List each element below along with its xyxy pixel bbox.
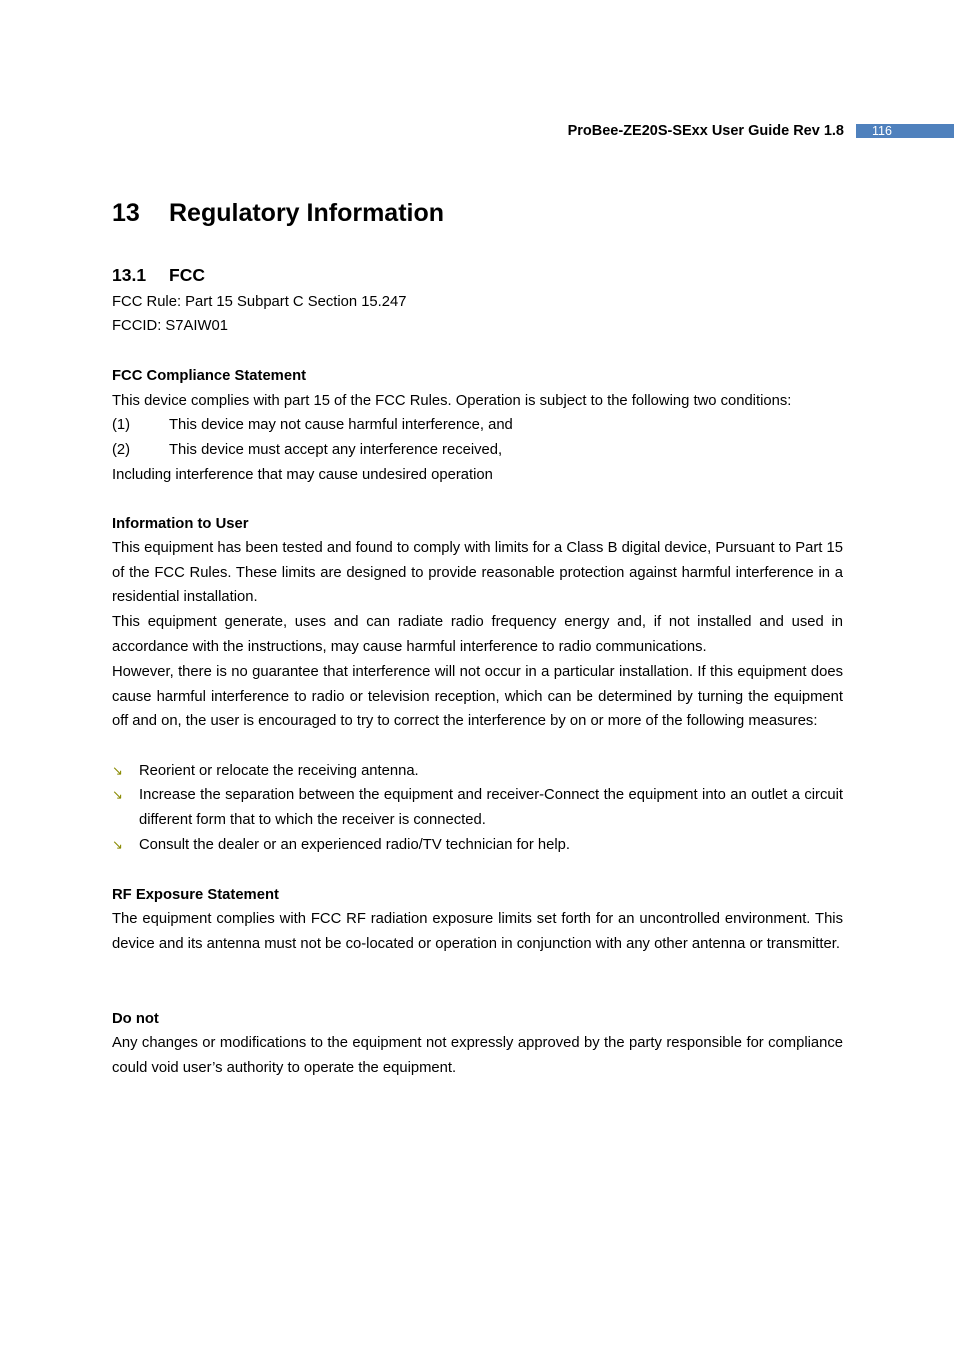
condition-number: (1) bbox=[112, 417, 131, 433]
condition-text: This device may not cause harmful interference, and bbox=[169, 417, 513, 433]
condition-text: This device must accept any interference received, bbox=[169, 442, 503, 458]
condition-number: (2) bbox=[112, 442, 131, 458]
compliance-intro: This device complies with part 15 of the FCC Rules. Operation is subject to the following two conditions: bbox=[112, 393, 792, 409]
page-number-badge: 116 bbox=[856, 124, 954, 138]
section-title: FCC bbox=[169, 265, 205, 285]
chapter-number: 13 bbox=[112, 199, 140, 227]
list-item bbox=[112, 833, 843, 858]
info-paragraph-3: However, there is no guarantee that interference will not occur in a particular installation. If this equipment does cause harmful interference to radio or television reception, which can be determined by turning the equipment off and on, the user is encouraged to try to correct the interference by on or more of the following measures: bbox=[112, 664, 843, 730]
document-title: ProBee-ZE20S-SExx User Guide Rev 1.8 bbox=[567, 123, 844, 139]
info-to-user-heading: Information to User bbox=[112, 516, 249, 532]
bullet-text: Reorient or relocate the receiving antenna. bbox=[139, 763, 419, 779]
section-number: 13.1 bbox=[112, 265, 147, 285]
list-item bbox=[112, 759, 843, 784]
page-header bbox=[0, 121, 954, 141]
arrow-down-right-icon: ↘ bbox=[112, 787, 123, 802]
rf-exposure-heading: RF Exposure Statement bbox=[112, 887, 279, 903]
arrow-down-right-icon: ↘ bbox=[112, 763, 123, 778]
do-not-text: Any changes or modifications to the equipment not expressly approved by the party responsible for compliance could void user’s authority to operate the equipment. bbox=[112, 1035, 843, 1076]
condition-item bbox=[112, 416, 513, 434]
fcc-rule-text: FCC Rule: Part 15 Subpart C Section 15.247 bbox=[112, 294, 407, 310]
bullet-text: Consult the dealer or an experienced radio/TV technician for help. bbox=[139, 837, 571, 853]
info-paragraph-2: This equipment generate, uses and can radiate radio frequency energy and, if not installed and used in accordance with the instructions, may cause harmful interference to radio communications. bbox=[112, 614, 843, 655]
arrow-down-right-icon: ↘ bbox=[112, 837, 123, 852]
compliance-closing: Including interference that may cause undesired operation bbox=[112, 467, 493, 483]
list-item bbox=[112, 783, 843, 832]
compliance-heading: FCC Compliance Statement bbox=[112, 368, 307, 384]
info-paragraph-1: This equipment has been tested and found to comply with limits for a Class B digital device, Pursuant to Part 15 of the FCC Rules. These limits are designed to provide reasonable protection against harmful interference in a residential installation. bbox=[112, 540, 843, 606]
chapter-heading bbox=[112, 199, 444, 228]
fcc-id-text: FCCID: S7AIW01 bbox=[112, 318, 228, 334]
bullet-text: Increase the separation between the equipment and receiver-Connect the equipment into an outlet a circuit different form that to which the receiver is connected. bbox=[139, 787, 843, 828]
chapter-title: Regulatory Information bbox=[169, 199, 445, 227]
rf-exposure-text: The equipment complies with FCC RF radiation exposure limits set forth for an uncontrolled environment. This device and its antenna must not be co-located or operation in conjunction with any other antenna or transmitter. bbox=[112, 911, 843, 952]
do-not-heading: Do not bbox=[112, 1011, 159, 1027]
section-heading bbox=[112, 265, 205, 286]
condition-item bbox=[112, 441, 502, 459]
